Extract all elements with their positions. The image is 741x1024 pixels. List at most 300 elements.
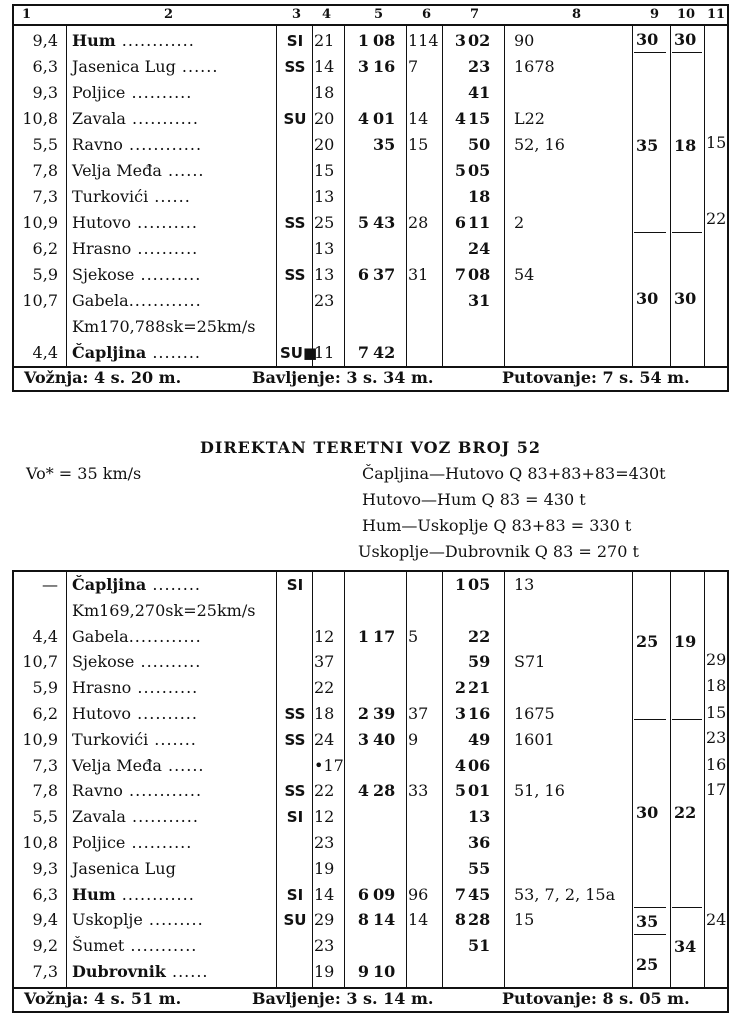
distance-km: 9,4	[32, 31, 58, 50]
col11-value: 18	[706, 676, 727, 695]
station-name	[72, 701, 198, 727]
table-row	[14, 701, 727, 727]
station-label: Zavala	[72, 807, 126, 827]
departure-minute: 05	[468, 575, 491, 594]
dwell-minutes: 7	[408, 57, 419, 76]
station-name	[72, 80, 192, 106]
station-label: Hum	[72, 884, 116, 904]
separator-line	[634, 934, 666, 935]
table-row	[14, 184, 727, 210]
distance-km: 7,3	[32, 755, 58, 775]
col10-value: 30	[674, 30, 697, 49]
crossing-trains: 2	[514, 213, 525, 232]
col-1-header: 1	[22, 7, 32, 22]
departure-hour: 8	[454, 910, 466, 930]
col11-value: 16	[706, 755, 727, 774]
station-name	[72, 753, 205, 779]
table-row	[14, 210, 727, 236]
table-row	[14, 236, 727, 262]
distance-km: 5,5	[32, 135, 58, 154]
station-class: SS	[284, 214, 306, 232]
running-minutes: •17	[314, 755, 344, 775]
stop-time: Bavljenje: 3 s. 34 m.	[252, 368, 434, 387]
running-minutes: 37	[314, 652, 335, 672]
dwell-minutes: 15	[408, 135, 429, 154]
separator-line	[634, 719, 666, 720]
departure-hour: 6	[454, 213, 466, 232]
dwell-minutes: 96	[408, 884, 429, 904]
table-row	[14, 727, 727, 753]
station-label: Velja Međa	[72, 755, 162, 775]
leader-dots: ..........	[134, 652, 202, 672]
running-minutes: 13	[314, 239, 335, 258]
departure-hour: 4	[454, 109, 466, 128]
leader-dots: ...........	[124, 936, 198, 956]
col9-value: 30	[636, 289, 659, 308]
leader-dots: .......	[148, 729, 197, 749]
col11-value: 29	[706, 650, 727, 669]
crossing-trains: 1601	[514, 729, 555, 749]
running-minutes: 23	[314, 291, 335, 310]
col-2-header: 2	[164, 7, 174, 22]
max-speed: Vo* = 35 km/s	[26, 464, 142, 483]
leader-dots: ...........	[125, 807, 199, 827]
crossing-trains: S71	[514, 652, 546, 672]
departure-hour: 5	[454, 781, 466, 801]
arrival-minute: 09	[373, 884, 396, 904]
dwell-minutes: 114	[408, 31, 439, 50]
station-name	[72, 184, 191, 210]
running-minutes: 13	[314, 265, 335, 284]
column-header	[12, 4, 729, 26]
station-class: SU	[283, 110, 307, 128]
running-minutes: 12	[314, 807, 335, 827]
departure-hour: 7	[454, 884, 466, 904]
table-row	[14, 262, 727, 288]
station-label: Sjekose	[72, 265, 135, 284]
running-minutes: 15	[314, 161, 335, 180]
distance-km: 10,7	[22, 291, 58, 310]
station-label: Km170,788sk=25km/s	[72, 317, 256, 336]
col-5-header: 5	[374, 7, 384, 22]
station-class: SS	[284, 266, 306, 284]
station-label: Hum	[72, 31, 116, 50]
departure-hour: 2	[454, 678, 466, 698]
station-name	[72, 830, 192, 856]
timetable-1-footer	[12, 366, 729, 392]
dwell-minutes: 9	[408, 729, 419, 749]
dwell-minutes: 28	[408, 213, 429, 232]
station-label: Zavala	[72, 109, 126, 128]
station-label: Ravno	[72, 135, 123, 154]
running-minutes: 14	[314, 57, 335, 76]
running-minutes: 21	[314, 31, 335, 50]
departure-minute: 13	[468, 807, 491, 827]
total-time: Putovanje: 7 s. 54 m.	[502, 368, 690, 387]
running-minutes: 12	[314, 626, 335, 646]
stop-time: Bavljenje: 3 s. 14 m.	[252, 989, 434, 1008]
station-name	[72, 132, 202, 158]
station-name	[72, 288, 202, 314]
leader-dots: ........	[146, 575, 202, 594]
col9-value: 30	[636, 803, 659, 822]
arrival-hour: 9	[357, 962, 369, 981]
load-line-1: Čapljina—Hutovo Q 83+83+83=430t	[362, 464, 666, 483]
leader-dots: ............	[128, 291, 202, 310]
table-row	[14, 598, 727, 624]
departure-minute: 28	[468, 910, 491, 930]
leader-dots: ............	[122, 135, 203, 154]
distance-km: —	[42, 575, 58, 594]
col9-value: 35	[636, 136, 659, 155]
arrival-hour: 3	[357, 57, 369, 76]
distance-km: 7,3	[32, 187, 58, 206]
station-name	[72, 314, 255, 340]
station-class: SU■	[280, 344, 318, 362]
distance-km: 10,9	[22, 213, 58, 232]
leader-dots: .........	[142, 910, 204, 930]
station-label: Hrasno	[72, 239, 132, 258]
station-name	[72, 106, 199, 132]
station-class: SS	[284, 782, 306, 801]
station-label: Hrasno	[72, 678, 132, 698]
arrival-minute: 01	[373, 109, 396, 128]
travel-time: Vožnja: 4 s. 20 m.	[24, 368, 182, 387]
distance-km: 5,5	[32, 807, 58, 827]
distance-km: 10,8	[22, 109, 58, 128]
crossing-trains: 54	[514, 265, 535, 284]
station-name	[72, 262, 201, 288]
departure-hour: 5	[454, 161, 466, 180]
arrival-hour: 7	[357, 343, 369, 362]
col11-value: 24	[706, 910, 727, 929]
station-label: Ravno	[72, 781, 123, 801]
station-name	[72, 54, 218, 80]
crossing-trains: L22	[514, 109, 545, 128]
arrival-minute: 40	[373, 729, 396, 749]
station-class: SS	[284, 58, 306, 76]
station-name	[72, 882, 195, 908]
station-label: Hutovo	[72, 213, 131, 232]
leader-dots: ..........	[131, 704, 198, 723]
station-name	[72, 804, 199, 830]
departure-minute: 02	[468, 31, 491, 50]
col-6-header: 6	[422, 7, 432, 22]
running-minutes: 24	[314, 729, 335, 749]
table-row	[14, 882, 727, 908]
station-name	[72, 856, 176, 882]
station-name	[72, 907, 204, 933]
running-minutes: 22	[314, 781, 335, 801]
leader-dots: ......	[161, 161, 205, 180]
table-row	[14, 132, 727, 158]
leader-dots: ......	[161, 755, 205, 775]
arrival-minute: 17	[373, 626, 396, 646]
col-3-header: 3	[292, 7, 302, 22]
dwell-minutes: 14	[408, 910, 429, 930]
col10-value: 34	[674, 937, 697, 956]
arrival-hour: 6	[357, 265, 369, 284]
arrival-hour: 2	[357, 704, 369, 723]
departure-minute: 51	[468, 936, 491, 956]
table-row	[14, 753, 727, 779]
station-label: Dubrovnik	[72, 962, 166, 981]
distance-km: 5,9	[32, 678, 58, 698]
load-line-2: Hutovo—Hum Q 83 = 430 t	[362, 490, 586, 509]
col11-value: 15	[706, 703, 727, 722]
running-minutes: 20	[314, 135, 335, 154]
col10-value: 22	[674, 803, 697, 822]
arrival-hour: 1	[357, 626, 369, 646]
arrival-hour: 5	[357, 213, 369, 232]
table-row	[14, 80, 727, 106]
station-class: SI	[286, 32, 304, 50]
running-minutes: 18	[314, 83, 335, 102]
station-label: Poljice	[72, 833, 126, 852]
leader-dots: ......	[175, 57, 219, 76]
arrival-hour: 4	[357, 109, 369, 128]
table-row	[14, 314, 727, 340]
station-label: Uskoplje	[72, 910, 143, 930]
departure-hour: 3	[454, 31, 466, 50]
station-class: SU	[283, 911, 307, 930]
load-line-4: Uskoplje—Dubrovnik Q 83 = 270 t	[358, 542, 639, 561]
col10-value: 18	[674, 136, 697, 155]
departure-minute: 55	[468, 858, 491, 878]
arrival-minute: 16	[373, 57, 396, 76]
arrival-hour: 3	[357, 729, 369, 749]
station-label: Turkovići	[72, 729, 149, 749]
dwell-minutes: 37	[408, 704, 429, 723]
station-name	[72, 649, 201, 675]
col10-value: 30	[674, 289, 697, 308]
col9-value: 25	[636, 632, 659, 651]
departure-minute: 11	[468, 213, 491, 232]
dwell-minutes: 31	[408, 265, 429, 284]
running-minutes: 20	[314, 109, 335, 128]
station-label: Jasenica Lug	[72, 57, 176, 76]
crossing-trains: 1678	[514, 57, 555, 76]
station-class: SS	[284, 730, 306, 749]
leader-dots: ............	[115, 31, 195, 50]
distance-km: 6,3	[32, 884, 58, 904]
separator-line	[634, 907, 666, 908]
station-label: Poljice	[72, 83, 126, 102]
train-title: DIREKTAN TERETNI VOZ BROJ 52	[199, 438, 542, 457]
station-label: Gabela	[72, 291, 129, 310]
col-11-header: 11	[707, 7, 726, 22]
crossing-trains: 90	[514, 31, 535, 50]
leader-dots: ..........	[131, 213, 198, 232]
table-row	[14, 933, 727, 959]
station-name	[72, 28, 195, 54]
col9-value: 35	[636, 912, 659, 931]
leader-dots: ............	[128, 626, 202, 646]
distance-km: 4,4	[32, 343, 58, 362]
running-minutes: 29	[314, 910, 335, 930]
leader-dots: ..........	[134, 265, 202, 284]
departure-minute: 49	[468, 729, 491, 749]
distance-km: 7,8	[32, 161, 58, 180]
col-9-header: 9	[650, 7, 660, 22]
departure-minute: 24	[468, 239, 491, 258]
station-label: Km169,270sk=25km/s	[72, 600, 256, 620]
running-minutes: 19	[314, 962, 335, 981]
running-minutes: 13	[314, 187, 335, 206]
station-class: SS	[284, 705, 306, 723]
station-name	[72, 158, 205, 184]
station-class: SI	[286, 808, 304, 827]
leader-dots: ......	[148, 187, 191, 206]
station-label: Sjekose	[72, 652, 135, 672]
departure-minute: 22	[468, 626, 491, 646]
departure-minute: 45	[468, 884, 491, 904]
departure-minute: 08	[468, 265, 491, 284]
col10-value: 19	[674, 632, 697, 651]
crossing-trains: 53, 7, 2, 15a	[514, 884, 616, 904]
station-name	[72, 675, 198, 701]
station-name	[72, 598, 255, 624]
col11-value: 15	[706, 133, 727, 152]
col-10-header: 10	[677, 7, 696, 22]
table-row	[14, 54, 727, 80]
arrival-minute: 28	[373, 781, 396, 801]
table-row	[14, 649, 727, 675]
arrival-minute: 39	[373, 704, 396, 723]
station-name	[72, 572, 201, 598]
dwell-minutes: 14	[408, 109, 429, 128]
col9-value: 25	[636, 955, 659, 974]
table-row	[14, 340, 727, 366]
station-name	[72, 236, 198, 262]
departure-minute: 41	[468, 83, 491, 102]
departure-minute: 36	[468, 833, 491, 852]
timetable-2	[12, 570, 729, 989]
leader-dots: ..........	[131, 678, 199, 698]
departure-minute: 05	[468, 161, 491, 180]
arrival-minute: 43	[373, 213, 396, 232]
running-minutes: 19	[314, 858, 335, 878]
running-minutes: 23	[314, 833, 335, 852]
departure-minute: 31	[468, 291, 491, 310]
leader-dots: ............	[122, 781, 203, 801]
table-row	[14, 675, 727, 701]
arrival-hour: 4	[357, 781, 369, 801]
departure-minute: 21	[468, 678, 491, 698]
departure-minute: 01	[468, 781, 491, 801]
departure-minute: 59	[468, 652, 491, 672]
departure-minute: 06	[468, 755, 491, 775]
station-label: Čapljina	[72, 343, 147, 362]
table-row	[14, 856, 727, 882]
load-line-3: Hum—Uskoplje Q 83+83 = 330 t	[362, 516, 632, 535]
col11-value: 23	[706, 728, 727, 747]
arrival-minute: 08	[373, 31, 396, 50]
leader-dots: ........	[146, 343, 202, 362]
distance-km: 5,9	[32, 265, 58, 284]
departure-hour: 4	[454, 755, 466, 775]
running-minutes: 11	[314, 343, 335, 362]
distance-km: 6,3	[32, 57, 58, 76]
arrival-minute: 14	[373, 910, 396, 930]
separator-line	[672, 52, 702, 53]
col-8-header: 8	[572, 7, 582, 22]
departure-minute: 15	[468, 109, 491, 128]
arrival-hour: 6	[357, 884, 369, 904]
table-row	[14, 778, 727, 804]
departure-hour: 1	[454, 575, 466, 594]
station-name	[72, 778, 202, 804]
distance-km: 9,3	[32, 83, 58, 102]
distance-km: 9,4	[32, 910, 58, 930]
departure-minute: 50	[468, 135, 491, 154]
leader-dots: ..........	[125, 833, 193, 852]
crossing-trains: 15	[514, 910, 535, 930]
distance-km: 6,2	[32, 704, 58, 723]
station-class: SI	[286, 576, 304, 594]
crossing-trains: 1675	[514, 704, 555, 723]
arrival-minute: 10	[373, 962, 396, 981]
col-4-header: 4	[322, 7, 332, 22]
running-minutes: 14	[314, 884, 335, 904]
station-name	[72, 340, 201, 366]
col11-value: 17	[706, 780, 727, 799]
dwell-minutes: 5	[408, 626, 419, 646]
station-name	[72, 727, 197, 753]
crossing-trains: 13	[514, 575, 535, 594]
table-row	[14, 106, 727, 132]
col-7-header: 7	[470, 7, 480, 22]
station-label: Jasenica Lug	[72, 858, 176, 878]
table-row	[14, 804, 727, 830]
travel-time: Vožnja: 4 s. 51 m.	[24, 989, 182, 1008]
table-row	[14, 830, 727, 856]
table-row	[14, 907, 727, 933]
station-label: Turkovići	[72, 187, 149, 206]
distance-km: 10,8	[22, 833, 58, 852]
separator-line	[634, 232, 666, 233]
running-minutes: 22	[314, 678, 335, 698]
station-label: Hutovo	[72, 704, 131, 723]
separator-line	[672, 907, 702, 908]
crossing-trains: 52, 16	[514, 135, 565, 154]
distance-km: 7,8	[32, 781, 58, 801]
table-row	[14, 572, 727, 598]
distance-km: 10,9	[22, 729, 58, 749]
arrival-minute: 42	[373, 343, 396, 362]
dwell-minutes: 33	[408, 781, 429, 801]
timetable-2-footer	[12, 987, 729, 1013]
distance-km: 6,2	[32, 239, 58, 258]
distance-km: 9,2	[32, 936, 58, 956]
distance-km: 9,3	[32, 858, 58, 878]
separator-line	[634, 52, 666, 53]
station-label: Čapljina	[72, 575, 147, 594]
departure-hour: 3	[454, 704, 466, 723]
col9-value: 30	[636, 30, 659, 49]
station-class: SI	[286, 885, 304, 904]
station-label: Gabela	[72, 626, 129, 646]
col11-value: 22	[706, 209, 727, 228]
running-minutes: 25	[314, 213, 335, 232]
total-time: Putovanje: 8 s. 05 m.	[502, 989, 690, 1008]
crossing-trains: 51, 16	[514, 781, 565, 801]
running-minutes: 18	[314, 704, 335, 723]
table-row	[14, 959, 727, 985]
leader-dots: ......	[165, 962, 209, 981]
arrival-hour: 1	[357, 31, 369, 50]
running-minutes: 23	[314, 936, 335, 956]
